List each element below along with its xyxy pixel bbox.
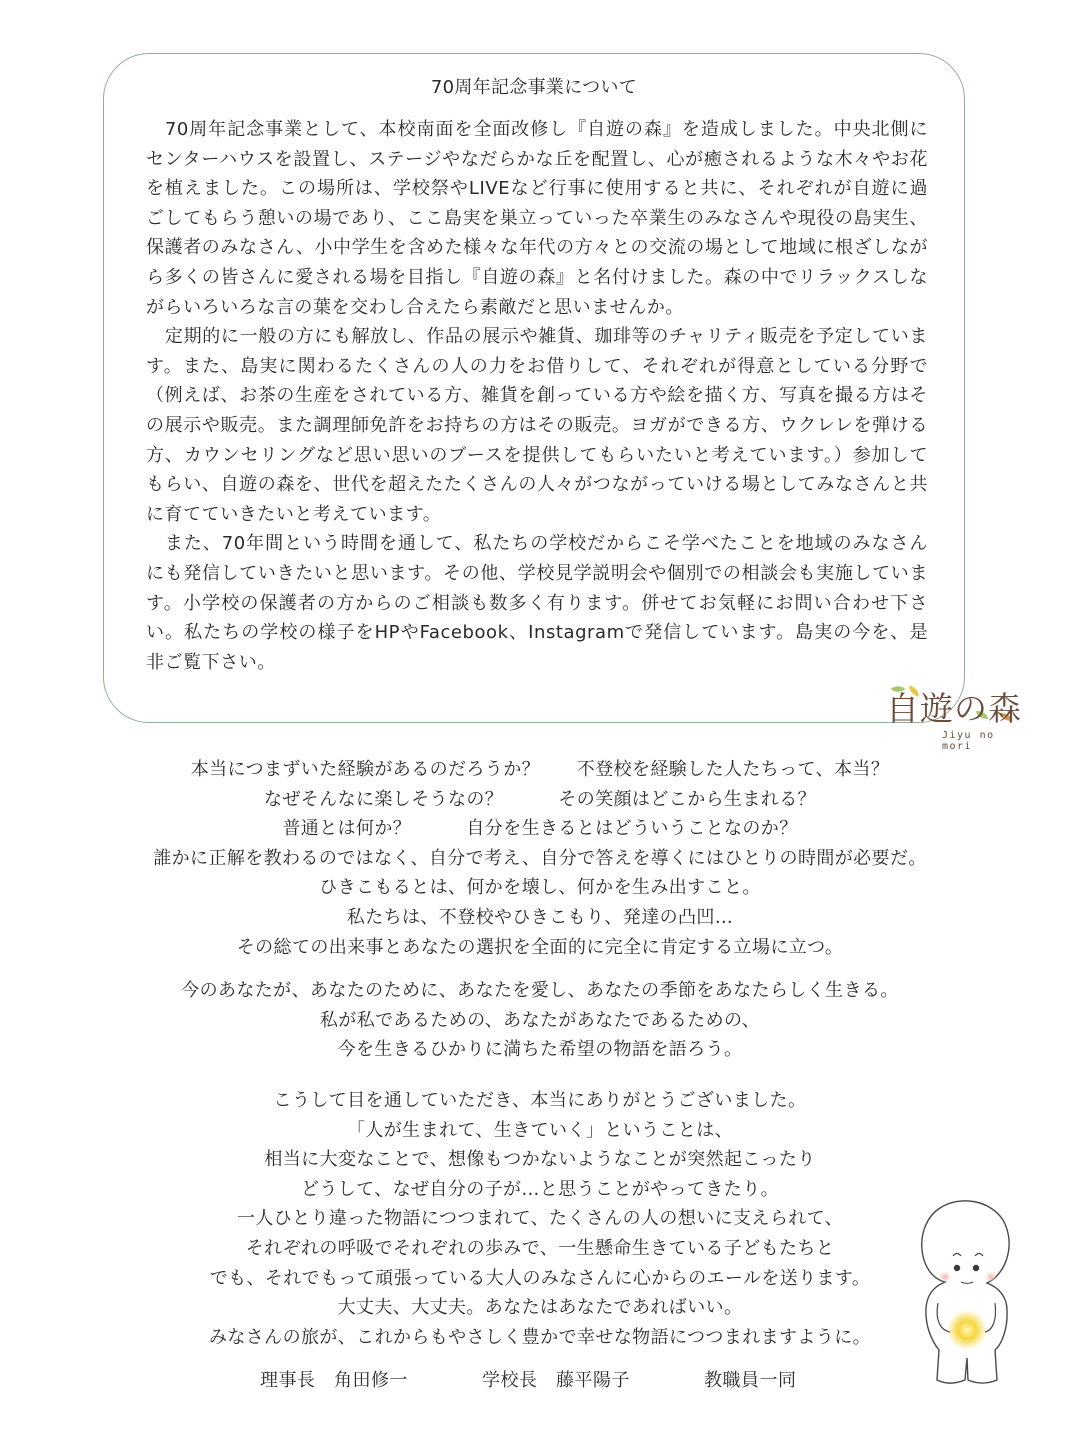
signature-principal: 学校長 藤平陽子 xyxy=(482,1370,630,1391)
paragraph-2: 定期的に一般の方にも解放し、作品の展示や雑貨、珈琲等のチャリティ販売を予定しています。また、島実に関わるたくさんの人の力をお借りして、それぞれが得意としている分野で（例えば、お茶の生産をされている方、雑貨を創っている方や絵を描く方、写真を撮る方はその展示や販売。また調理師免許をお持ちの方はその販売。ヨガができる方、ウクレレを弾ける方、カウンセリングなど思い思いのブースを提供してもらいたいと考えています。）参加してもらい、自遊の森を、世代を超えたたくさんの人々がつながっていける場としてみなさんと共に育てていきたいと考えています。 xyxy=(146,326,928,525)
message-line: 「人が生まれて、生きていく」ということは、 xyxy=(346,1119,734,1141)
jiyu-no-mori-logo xyxy=(858,683,1028,753)
signature-chairman: 理事長 角田修一 xyxy=(260,1370,408,1391)
questions-block xyxy=(60,755,1020,962)
box-body xyxy=(146,115,928,677)
question-line: 私たちは、不登校やひきこもり、発達の凸凹… xyxy=(346,906,734,928)
question-line: ひきこもるとは、何かを壊し、何かを生み出すこと。 xyxy=(319,877,761,899)
message-line: 大丈夫、大丈夫。あなたはあなたであればいい。 xyxy=(337,1297,743,1319)
signature xyxy=(260,1367,797,1395)
vision-block xyxy=(60,976,1020,1065)
message-line: でも、それでもって頑張っている大人のみなさんに心からのエールを送ります。 xyxy=(209,1267,871,1289)
question-line: その総ての出来事とあなたの選択を全面的に完全に肯定する立場に立つ。 xyxy=(236,936,844,958)
signature-staff: 教職員一同 xyxy=(704,1370,797,1391)
message-block xyxy=(60,1086,1020,1352)
message-line: どうして、なぜ自分の子が…と思うことがやってきたり。 xyxy=(300,1178,780,1200)
message-line: みなさんの旅が、これからもやさしく豊かで幸せな物語につつまれますように。 xyxy=(208,1326,872,1348)
mascot-figure-icon xyxy=(905,1180,1030,1390)
message-line: こうして目を通していただき、本当にありがとうございました。 xyxy=(273,1090,807,1111)
message-line: 相当に大変なことで、想像もつかないようなことが突然起こったり xyxy=(264,1149,816,1171)
message-line: 一人ひとり違った物語につつまれて、たくさんの人の想いに支えられて、 xyxy=(236,1208,844,1230)
vision-line: 今のあなたが、あなたのために、あなたを愛し、あなたの季節をあなたらしく生きる。 xyxy=(181,980,899,1001)
question-line: なぜそんなに楽しそうなの？ その笑顔はどこから生まれる？ xyxy=(264,788,816,810)
box-title: 70周年記念事業について xyxy=(430,77,638,98)
vision-line: 私が私であるための、あなたがあなたであるための、 xyxy=(319,1009,761,1031)
vision-line: 今を生きるひかりに満ちた希望の物語を語ろう。 xyxy=(337,1039,743,1061)
logo-subtitle: Jiyu no mori xyxy=(942,730,995,752)
question-line: 本当につまずいた経験があるのだろうか？ 不登校を経験した人たちって、本当？ xyxy=(190,759,890,780)
logo-text: 自遊の森 xyxy=(886,689,1022,728)
question-line: 誰かに正解を教わるのではなく、自分で考え、自分で答えを導くにはひとりの時間が必要だ。 xyxy=(153,847,927,869)
paragraph-1: 70周年記念事業として、本校南面を全面改修し『自遊の森』を造成しました。中央北側にセンターハウスを設置し、ステージやなだらかな丘を配置し、心が癒されるような木々やお花を植えました。この場所は、学校祭やLIVEなど行事に使用すると共に、それぞれが自遊に過ごしてもらう憩いの場であり、ここ島実を巣立っていった卒業生のみなさんや現役の島実生、保護者のみなさん、小中学生を含めた様々な年代の方々との交流の場として地域に根ざしながら多くの皆さんに愛される場を目指し『自遊の森』と名付けました。森の中でリラックスしながらいろいろな言の葉を交わし合えたら素敵だと思いませんか。 xyxy=(146,119,928,318)
paragraph-3: また、70年間という時間を通して、私たちの学校だからこそ学べたことを地域のみなさんにも発信していきたいと思います。その他、学校見学説明会や個別での相談会も実施しています。小学校の保護者の方からのご相談も数多く有ります。併せてお気軽にお問い合わせ下さい。私たちの学校の様子をHPやFacebook、Instagramで発信しています。島実の今を、是非ご覧下さい。 xyxy=(146,533,928,673)
question-line: 普通とは何か？ 自分を生きるとはどういうことなのか？ xyxy=(282,818,798,840)
message-line: それぞれの呼吸でそれぞれの歩みで、一生懸命生きている子どもたちと xyxy=(245,1237,835,1259)
